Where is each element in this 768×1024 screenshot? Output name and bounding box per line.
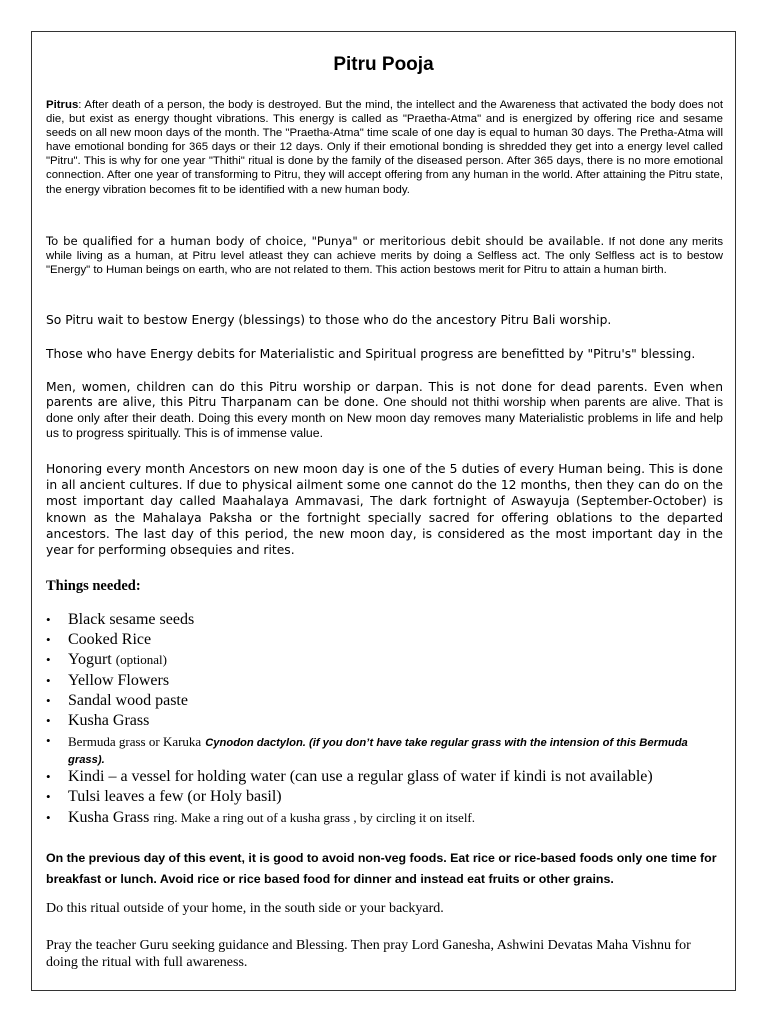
list-item — [46, 671, 723, 691]
list-item — [46, 650, 723, 670]
paragraph-pitrus — [46, 98, 723, 197]
paragraph-pitrus-text: : After death of a person, the body is destroyed. But the mind, the intellect and the Awareness that activated the body does not die, but exist as energy thought vibrations. This energy is called as "Praetha-Atma" and is energized by offering rice and sesame seeds on all new moon days of the month. The "Praetha-Atma" time scale of one day is equal to human 30 days. The Pretha-Atma will have emotional bonding for 365 days or their 12 days. Only if their emotional bonding is shredded they get into a energy level called "Pitru". This is why for one year "Thithi" ritual is done by the family of the diseased person. After 365 days, there is no more emotional connection. After one year of transforming to Pitru, they will accept offering from any human in the world. After attaining the Pitru state, the energy vibration becomes fit to be identified with a new human body. — [46, 99, 723, 196]
list-item — [46, 731, 723, 767]
paragraph-honoring: Honoring every month Ancestors on new moon day is one of the 5 duties of every Human being. This is done in all ancient cultures. If due to physical ailment some one cannot do the 12 months, then they can do on the most important day called Maahalaya Ammavasi, The dark fortnight of Aswayuja (September-October) is known as the Mahalaya Paksha or the fortnight specially sacred for offering oblations to the departed ancestors. The last day of this period, the new moon day, is considered as the most important day in the year for performing obsequies and rites. — [46, 462, 723, 558]
paragraph-pitru-wait: So Pitru wait to bestow Energy (blessings) to those who do the ancestory Pitru Bali worship. — [46, 313, 612, 327]
item-black-sesame: Black sesame seeds — [68, 611, 195, 628]
paragraph-who-can-do-a: Men, women, children can do this Pitru worship or darpan. This is not done for dead parents. Even when parents are alive, this Pitru Tharpanam can be done. — [46, 380, 723, 410]
item-kusha-grass: Kusha Grass — [68, 711, 150, 729]
paragraph-food-note: On the previous day of this event, it is good to avoid non-veg foods. Eat rice or rice-based foods only one time for breakfast or lunch. Avoid rice or rice based food for dinner and instead eat fruits or other grains. — [46, 851, 717, 886]
item-yellow-flowers: Yellow Flowers — [68, 671, 170, 689]
list-item — [46, 691, 723, 711]
paragraph-who-can-do — [46, 380, 723, 442]
list-item — [46, 767, 723, 787]
list-item — [46, 610, 723, 630]
list-item — [46, 711, 723, 731]
item-yogurt: Yogurt — [68, 651, 112, 669]
item-cooked-rice: Cooked Rice — [68, 631, 152, 649]
list-item — [46, 787, 723, 807]
things-needed-heading: Things needed: — [46, 578, 141, 594]
item-sandal-paste: Sandal wood paste — [68, 691, 188, 709]
paragraph-punya-rest: If not done any merits while living as a human, at Pitru level atleast they can achieve merits by doing a Selfless act. The only Selfless act is to bestow "Energy" to Human beings on earth, who are not related to them. This action bestows merit for Pitru to attain a human birth. — [46, 236, 724, 277]
paragraph-energy-debits: Those who have Energy debits for Materialistic and Spiritual progress are benefitted by "Pitru's" blessing. — [46, 347, 696, 361]
item-bermuda-grass: Bermuda grass or Karuka — [68, 734, 202, 750]
term-pitrus: Pitrus — [46, 99, 79, 111]
item-kusha-ring: Kusha Grass — [68, 808, 150, 826]
paragraph-punya-lead: To be qualified for a human body of choice, "Punya" or meritorious debit should be available. — [46, 234, 605, 248]
paragraph-punya — [46, 234, 723, 277]
list-item — [46, 808, 723, 828]
item-tulsi: Tulsi leaves a few (or Holy basil) — [68, 788, 282, 806]
paragraph-who-can-do-b: One should not thithi worship when parents are alive. That is done only after their death. Doing this every month on New moon day removes many Materialistic problems in life and help us to progress spiritually. This is of immense value. — [46, 395, 723, 441]
item-kusha-ring-note: ring. Make a ring out of a kusha grass , by circling it on itself. — [153, 809, 476, 825]
list-item — [46, 630, 723, 650]
paragraph-location: Do this ritual outside of your home, in the south side or your backyard. — [46, 901, 444, 916]
item-bermuda-note: Cynodon dactylon. (if you don’t have take regular grass with the intension of this Bermuda grass). — [68, 737, 688, 767]
page-title: Pitru Pooja — [333, 54, 434, 75]
item-yogurt-note: (optional) — [115, 652, 167, 668]
document-page — [31, 31, 736, 991]
things-needed-list — [46, 610, 723, 828]
item-kindi: Kindi – a vessel for holding water (can use a regular glass of water if kindi is not available) — [68, 768, 653, 786]
paragraph-prayer: Pray the teacher Guru seeking guidance and Blessing. Then pray Lord Ganesha, Ashwini Devatas Maha Vishnu for doing the ritual with full awareness. — [46, 938, 691, 970]
